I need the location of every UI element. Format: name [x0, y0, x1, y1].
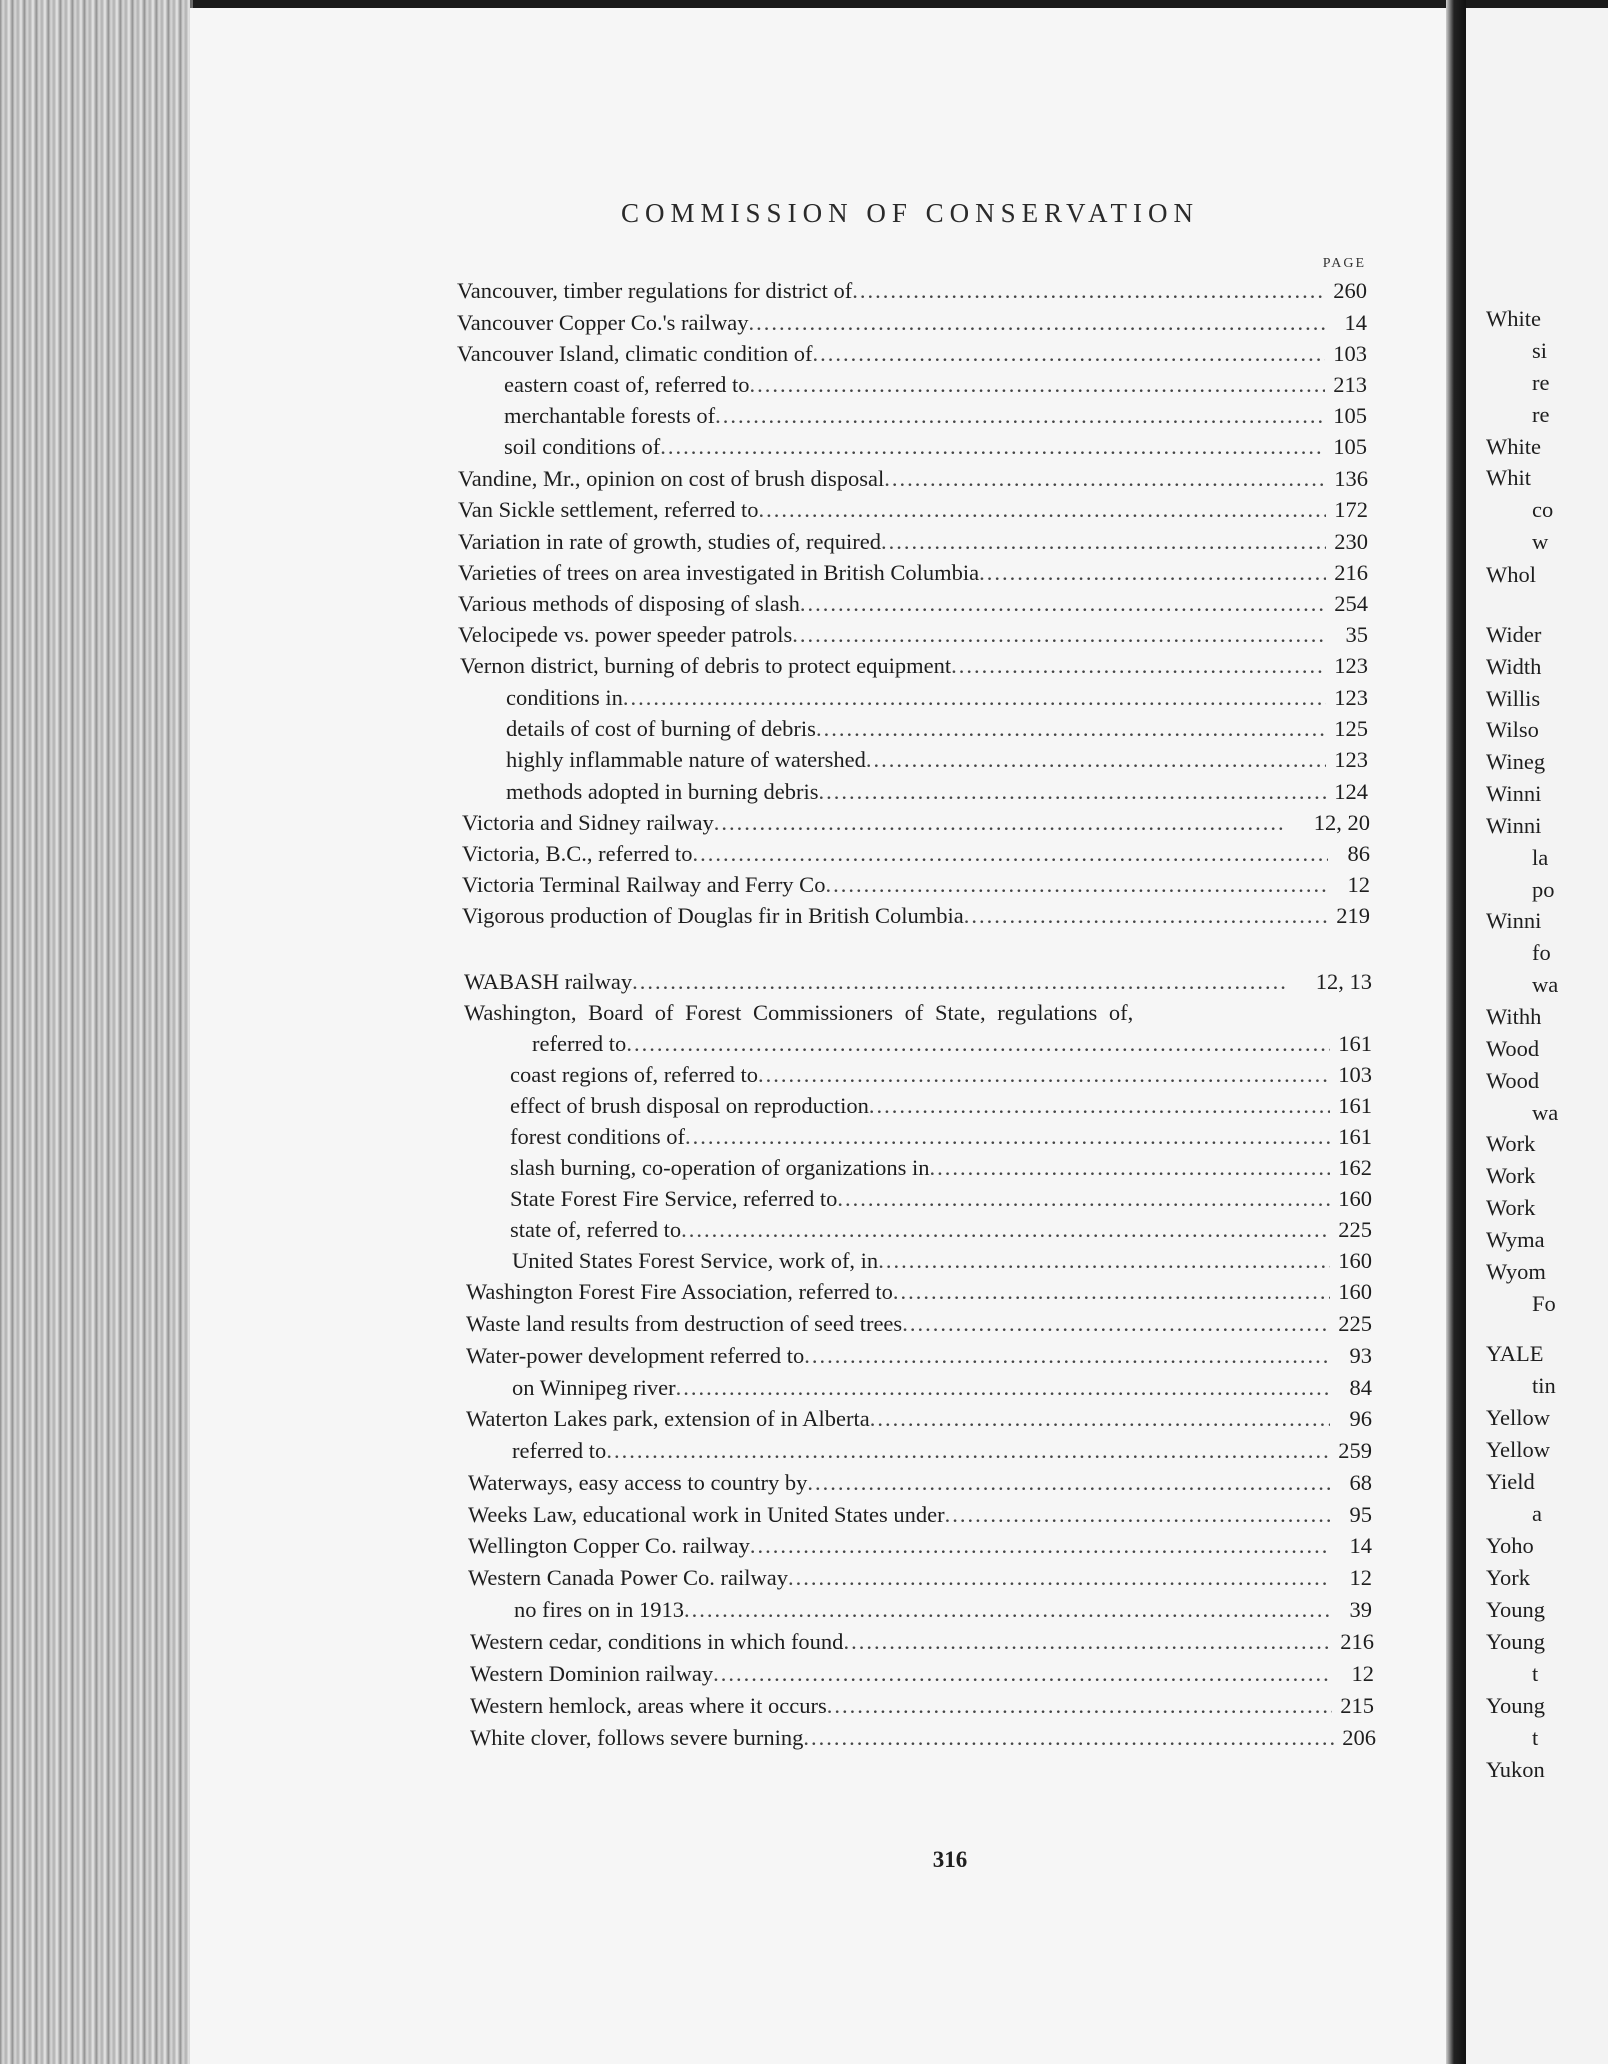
- index-entry: details of cost of burning of debris ..... 125: [506, 714, 1368, 744]
- index-entry: United States Forest Service, work of, in ..... 160: [512, 1246, 1372, 1276]
- facing-page-line: Winni: [1486, 908, 1542, 933]
- facing-page-line: Whol: [1486, 562, 1536, 587]
- index-entry: Waste land results from destruction of seed trees ..... 225: [466, 1309, 1372, 1339]
- index-entry: Western cedar, conditions in which found ..... 216: [470, 1627, 1374, 1657]
- index-entry: Variation in rate of growth, studies of, required ..... 230: [458, 527, 1368, 557]
- facing-page-line: Withh: [1486, 1004, 1542, 1029]
- index-entry: Vandine, Mr., opinion on cost of brush disposal ..... 136: [458, 464, 1368, 494]
- index-entry: Vernon district, burning of debris to protect equipment ..... 123: [460, 651, 1368, 681]
- index-entry: State Forest Fire Service, referred to ..... 160: [510, 1184, 1372, 1214]
- index-entry: Waterton Lakes park, extension of in Alberta ..... 96: [466, 1404, 1372, 1434]
- facing-page-line: Work: [1486, 1163, 1536, 1188]
- index-entry: Victoria, B.C., referred to ..... 86: [462, 839, 1370, 869]
- facing-page-line: Yellow: [1486, 1437, 1550, 1462]
- index-entry: methods adopted in burning debris ..... 124: [506, 777, 1368, 807]
- index-entry: coast regions of, referred to ..... 103: [510, 1060, 1372, 1090]
- facing-page-line: Young: [1486, 1597, 1545, 1622]
- index-entry: Washington, Board of Forest Commissioners of State, regulations of,: [464, 1000, 1134, 1025]
- index-entry: Vancouver, timber regulations for district of ..... 260: [457, 276, 1367, 306]
- facing-page-line: Wider: [1486, 622, 1542, 647]
- index-entry: on Winnipeg river ..... 84: [512, 1373, 1372, 1403]
- facing-page-line: co: [1532, 497, 1554, 522]
- index-entry: Van Sickle settlement, referred to ..... 172: [458, 495, 1368, 525]
- facing-page-line: a: [1532, 1501, 1542, 1526]
- index-entry: referred to ..... 259: [512, 1436, 1372, 1466]
- index-entry: Vancouver Island, climatic condition of ..... 103: [457, 339, 1367, 369]
- index-entry: soil conditions of ..... 105: [504, 432, 1367, 462]
- facing-page-line: Wilso: [1486, 717, 1539, 742]
- index-entry: forest conditions of ..... 161: [510, 1122, 1372, 1152]
- facing-page-line: re: [1532, 370, 1550, 395]
- book-gutter: [1446, 0, 1466, 2064]
- facing-page-line: YALE: [1486, 1341, 1544, 1366]
- facing-page-line: po: [1532, 877, 1555, 902]
- facing-page-line: Fo: [1532, 1291, 1556, 1316]
- facing-page-line: Yellow: [1486, 1405, 1550, 1430]
- facing-page-line: Winni: [1486, 781, 1542, 806]
- facing-page-line: Work: [1486, 1131, 1536, 1156]
- index-entry: no fires on in 1913 ..... 39: [514, 1595, 1372, 1625]
- index-entry: slash burning, co-operation of organizations in ..... 162: [510, 1153, 1372, 1183]
- index-entry: Vigorous production of Douglas fir in British Columbia ..... 219: [462, 901, 1370, 931]
- facing-page-line: Winni: [1486, 813, 1542, 838]
- facing-page-line: Wood: [1486, 1068, 1540, 1093]
- index-entry: Western Dominion railway ..... 12: [470, 1659, 1374, 1689]
- facing-page-line: t: [1532, 1661, 1539, 1686]
- index-entry: Western hemlock, areas where it occurs ..... 215: [470, 1691, 1374, 1721]
- page-number: 316: [932, 1847, 968, 1872]
- book-page-edges: [0, 0, 193, 2064]
- index-entry: eastern coast of, referred to ..... 213: [504, 370, 1367, 400]
- index-entry: White clover, follows severe burning ..... 206: [470, 1723, 1376, 1753]
- index-entry: Waterways, easy access to country by ..... 68: [468, 1468, 1372, 1498]
- index-entry: Victoria and Sidney railway ..... 12, 20: [462, 808, 1370, 838]
- index-entry: Velocipede vs. power speeder patrols ..... 35: [458, 620, 1368, 650]
- facing-page-line: Width: [1486, 654, 1542, 679]
- facing-page-line: t: [1532, 1725, 1539, 1750]
- index-entry: Vancouver Copper Co.'s railway ..... 14: [457, 308, 1367, 338]
- facing-page-line: la: [1532, 845, 1549, 870]
- facing-page-line: Wyma: [1486, 1227, 1545, 1252]
- facing-page-line: Young: [1486, 1693, 1545, 1718]
- index-entry: Weeks Law, educational work in United States under ..... 95: [468, 1500, 1372, 1530]
- facing-page-line: Wineg: [1486, 749, 1546, 774]
- facing-page-line: White: [1486, 434, 1541, 459]
- index-entry: state of, referred to ..... 225: [510, 1215, 1372, 1245]
- facing-page: [1466, 8, 1608, 2064]
- facing-page-line: w: [1532, 529, 1549, 554]
- facing-page-line: tin: [1532, 1373, 1556, 1398]
- index-entry: Western Canada Power Co. railway ..... 12: [468, 1563, 1372, 1593]
- facing-page-line: fo: [1532, 940, 1551, 965]
- index-entry: merchantable forests of ..... 105: [504, 401, 1367, 431]
- index-entry: Varieties of trees on area investigated in British Columbia ..... 216: [458, 558, 1368, 588]
- facing-page-line: Yoho: [1486, 1533, 1534, 1558]
- index-entry: Victoria Terminal Railway and Ferry Co ..... 12: [462, 870, 1370, 900]
- facing-page-line: White: [1486, 306, 1541, 331]
- facing-page-line: Yield: [1486, 1469, 1535, 1494]
- facing-page-line: Wyom: [1486, 1259, 1546, 1284]
- facing-page-line: Whit: [1486, 465, 1531, 490]
- index-entry: WABASH railway ..... 12, 13: [464, 967, 1372, 997]
- facing-page-line: Yukon: [1486, 1757, 1545, 1782]
- facing-page-line: Work: [1486, 1195, 1536, 1220]
- page-column-label: PAGE: [1322, 256, 1366, 271]
- index-entry: highly inflammable nature of watershed ..... 123: [506, 745, 1368, 775]
- facing-page-line: wa: [1532, 972, 1559, 997]
- facing-page-line: Willis: [1486, 686, 1541, 711]
- facing-page-line: wa: [1532, 1100, 1559, 1125]
- facing-page-line: York: [1486, 1565, 1530, 1590]
- index-entry: referred to ..... 161: [532, 1029, 1372, 1059]
- facing-page-line: Wood: [1486, 1036, 1540, 1061]
- facing-page-line: Young: [1486, 1629, 1545, 1654]
- index-entry: Water-power development referred to ..... 93: [466, 1341, 1372, 1371]
- index-entry: Wellington Copper Co. railway ..... 14: [468, 1531, 1372, 1561]
- index-entry: effect of brush disposal on reproduction ..... 161: [510, 1091, 1372, 1121]
- running-head: COMMISSION OF CONSERVATION: [621, 198, 1199, 228]
- index-entry: Various methods of disposing of slash ..... 254: [458, 589, 1368, 619]
- facing-page-line: re: [1532, 402, 1550, 427]
- index-entry: conditions in ..... 123: [506, 683, 1368, 713]
- index-entry: Washington Forest Fire Association, referred to ..... 160: [466, 1277, 1372, 1307]
- facing-page-line: si: [1532, 338, 1548, 363]
